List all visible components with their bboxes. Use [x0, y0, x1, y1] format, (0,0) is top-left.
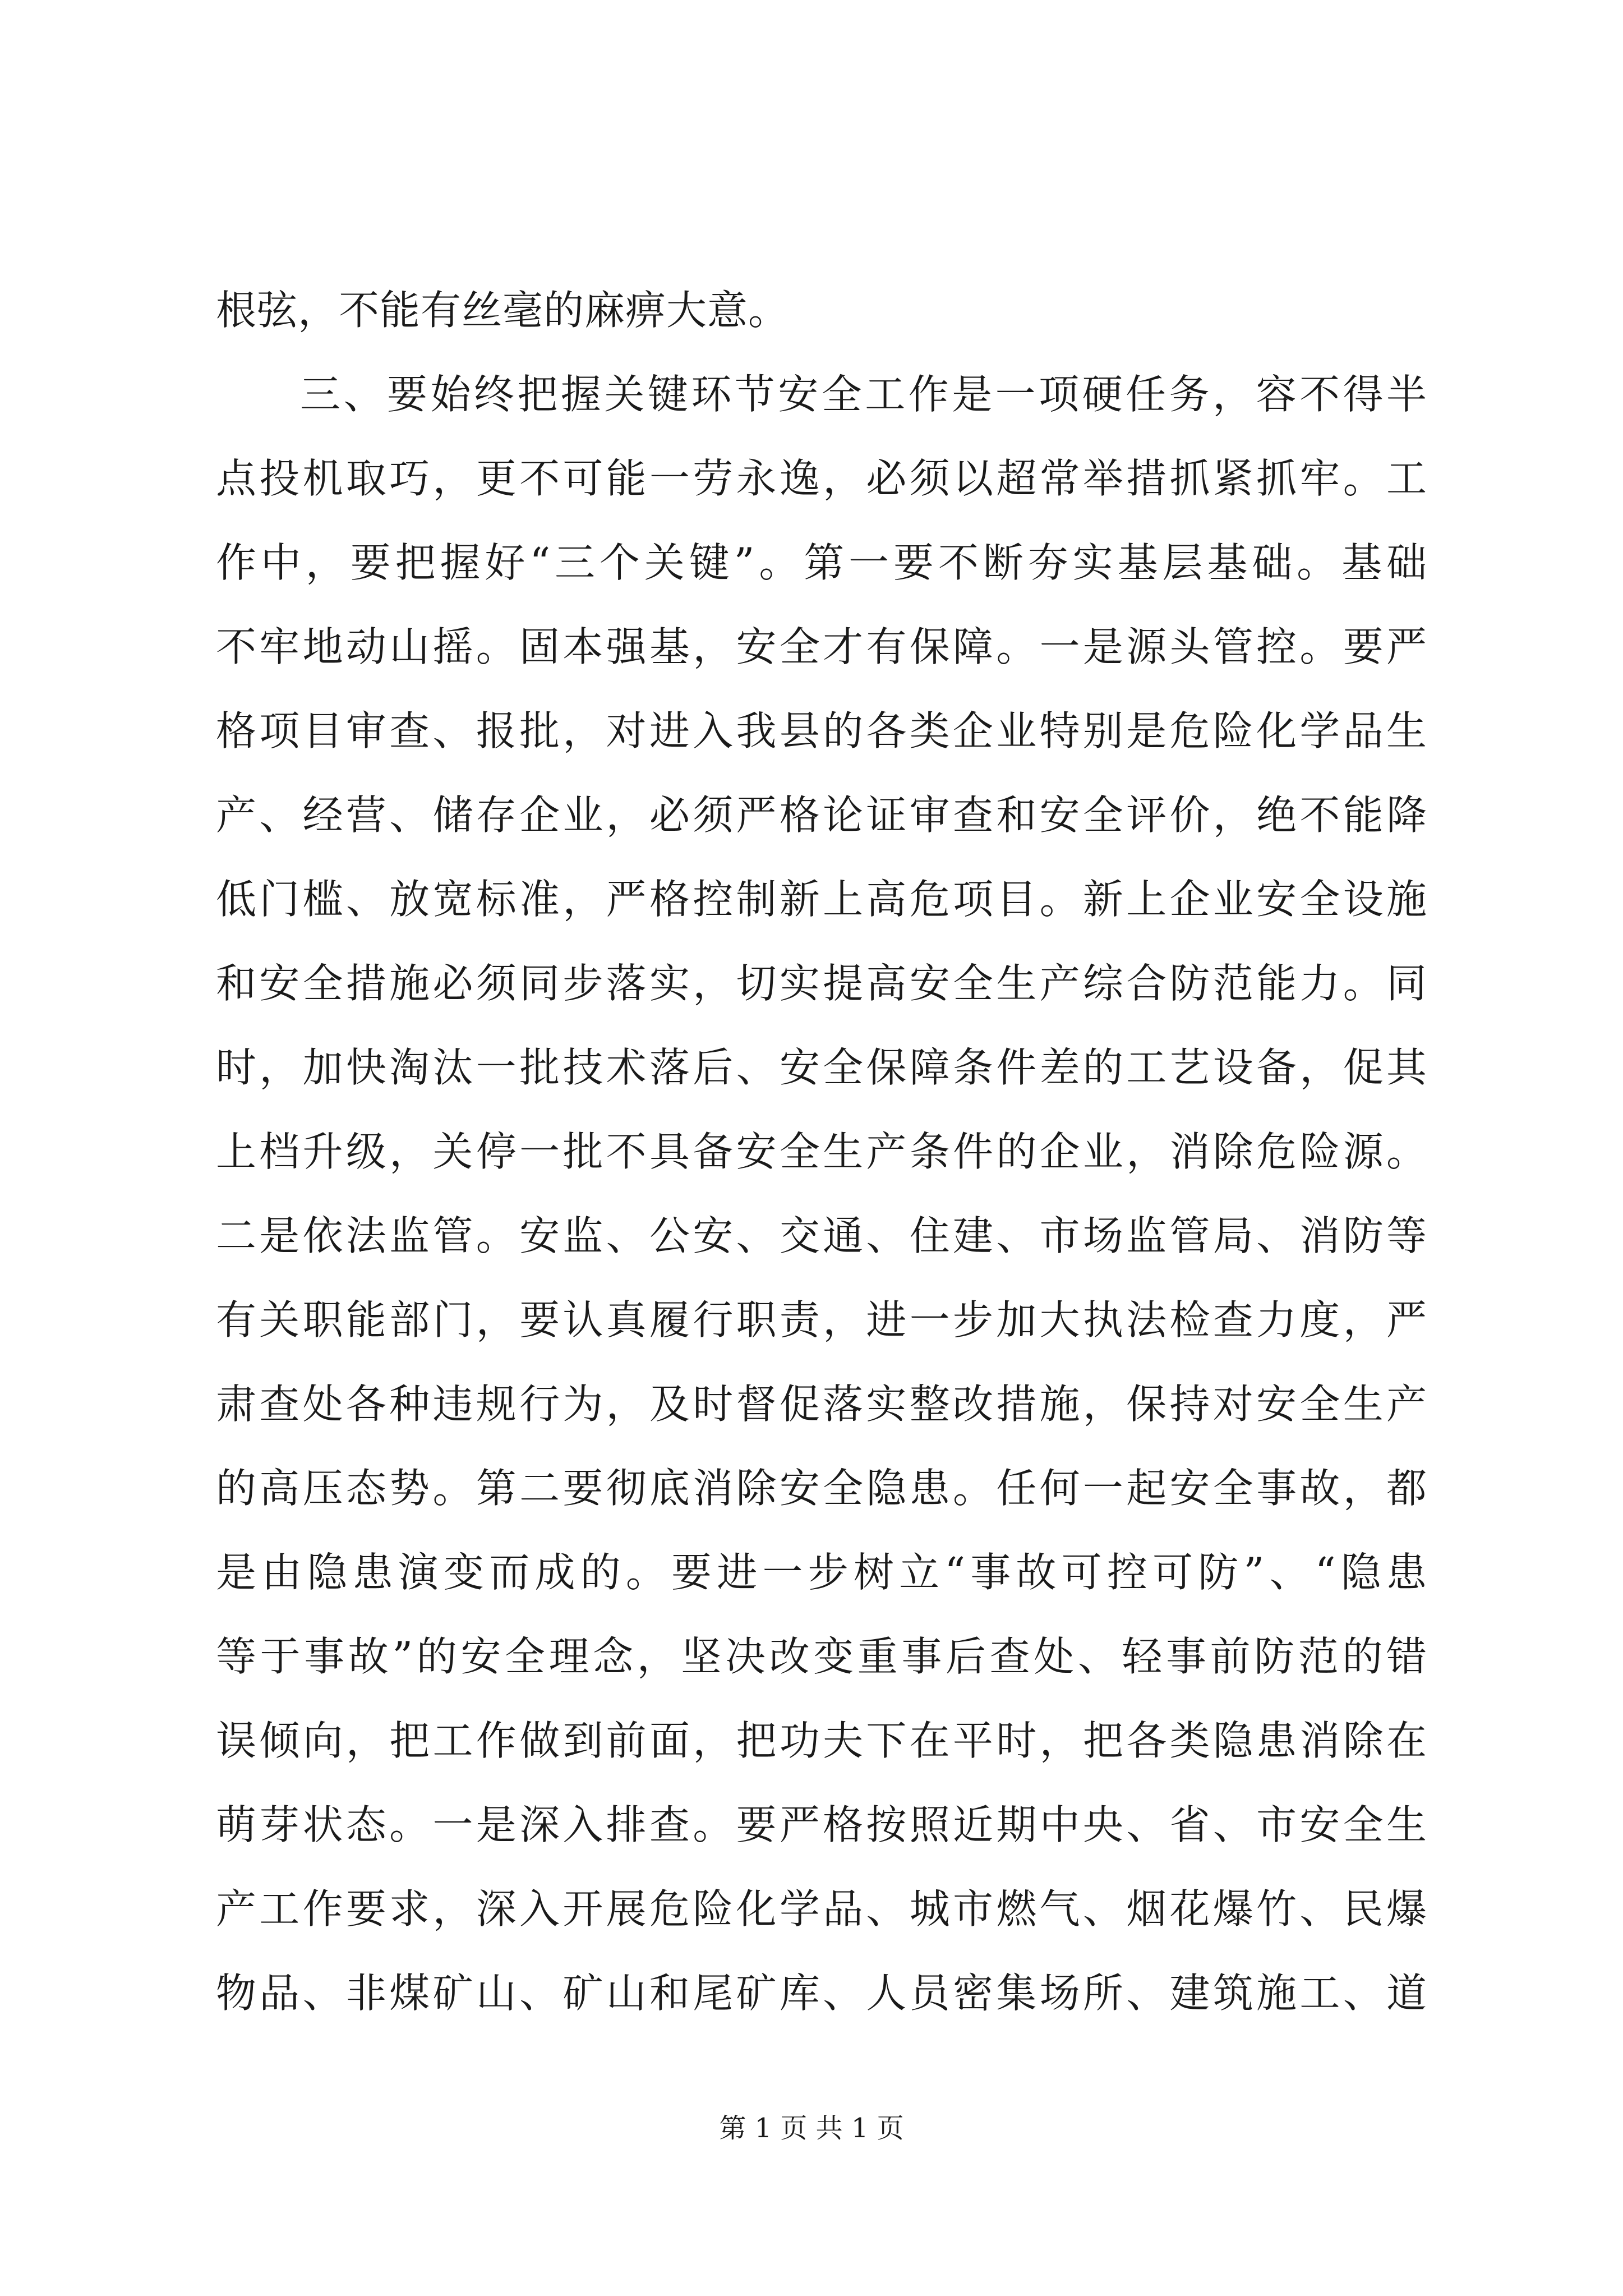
text-line: 有关职能部门，要认真履行职责，进一步加大执法检查力度，严 [216, 1296, 1427, 1343]
text-line: 作中，要把握好“三个关键”。第一要不断夯实基层基础。基础 [216, 539, 1427, 586]
text-line: 点投机取巧，更不可能一劳永逸，必须以超常举措抓紧抓牢。工 [216, 455, 1427, 502]
text-line: 低门槛、放宽标准，严格控制新上高危项目。新上企业安全设施 [216, 876, 1427, 923]
text-line: 肃查处各种违规行为，及时督促落实整改措施，保持对安全生产 [216, 1381, 1427, 1428]
text-line: 不牢地动山摇。固本强基，安全才有保障。一是源头管控。要严 [216, 623, 1427, 670]
text-line: 和安全措施必须同步落实，切实提高安全生产综合防范能力。同 [216, 960, 1427, 1007]
page-number-label: 第 1 页 共 1 页 [719, 2113, 904, 2144]
text-line: 萌芽状态。一是深入排查。要严格按照近期中央、省、市安全生 [216, 1801, 1427, 1848]
text-line: 是由隐患演变而成的。要进一步树立“事故可控可防”、“隐患 [216, 1549, 1427, 1596]
text-line: 格项目审查、报批，对进入我县的各类企业特别是危险化学品生 [216, 707, 1427, 754]
text-line: 产工作要求，深入开展危险化学品、城市燃气、烟花爆竹、民爆 [216, 1885, 1427, 1932]
text-line: 产、经营、储存企业，必须严格论证审查和安全评价，绝不能降 [216, 792, 1427, 839]
document-body [216, 268, 1427, 2035]
text-line: 三、要始终把握关键环节安全工作是一项硬任务，容不得半 [300, 371, 1427, 418]
text-line: 误倾向，把工作做到前面，把功夫下在平时，把各类隐患消除在 [216, 1717, 1427, 1764]
text-line: 根弦，不能有丝毫的麻痹大意。 [216, 287, 790, 334]
text-line: 的高压态势。第二要彻底消除安全隐患。任何一起安全事故，都 [216, 1465, 1427, 1512]
text-line: 等于事故”的安全理念，坚决改变重事后查处、轻事前防范的错 [216, 1633, 1427, 1680]
text-line: 二是依法监管。安监、公安、交通、住建、市场监管局、消防等 [216, 1212, 1427, 1259]
page-footer [0, 2106, 1623, 2145]
text-line: 时，加快淘汰一批技术落后、安全保障条件差的工艺设备，促其 [216, 1044, 1427, 1091]
text-line: 物品、非煤矿山、矿山和尾矿库、人员密集场所、建筑施工、道 [216, 1970, 1427, 2017]
text-line: 上档升级，关停一批不具备安全生产条件的企业，消除危险源。 [216, 1128, 1427, 1175]
